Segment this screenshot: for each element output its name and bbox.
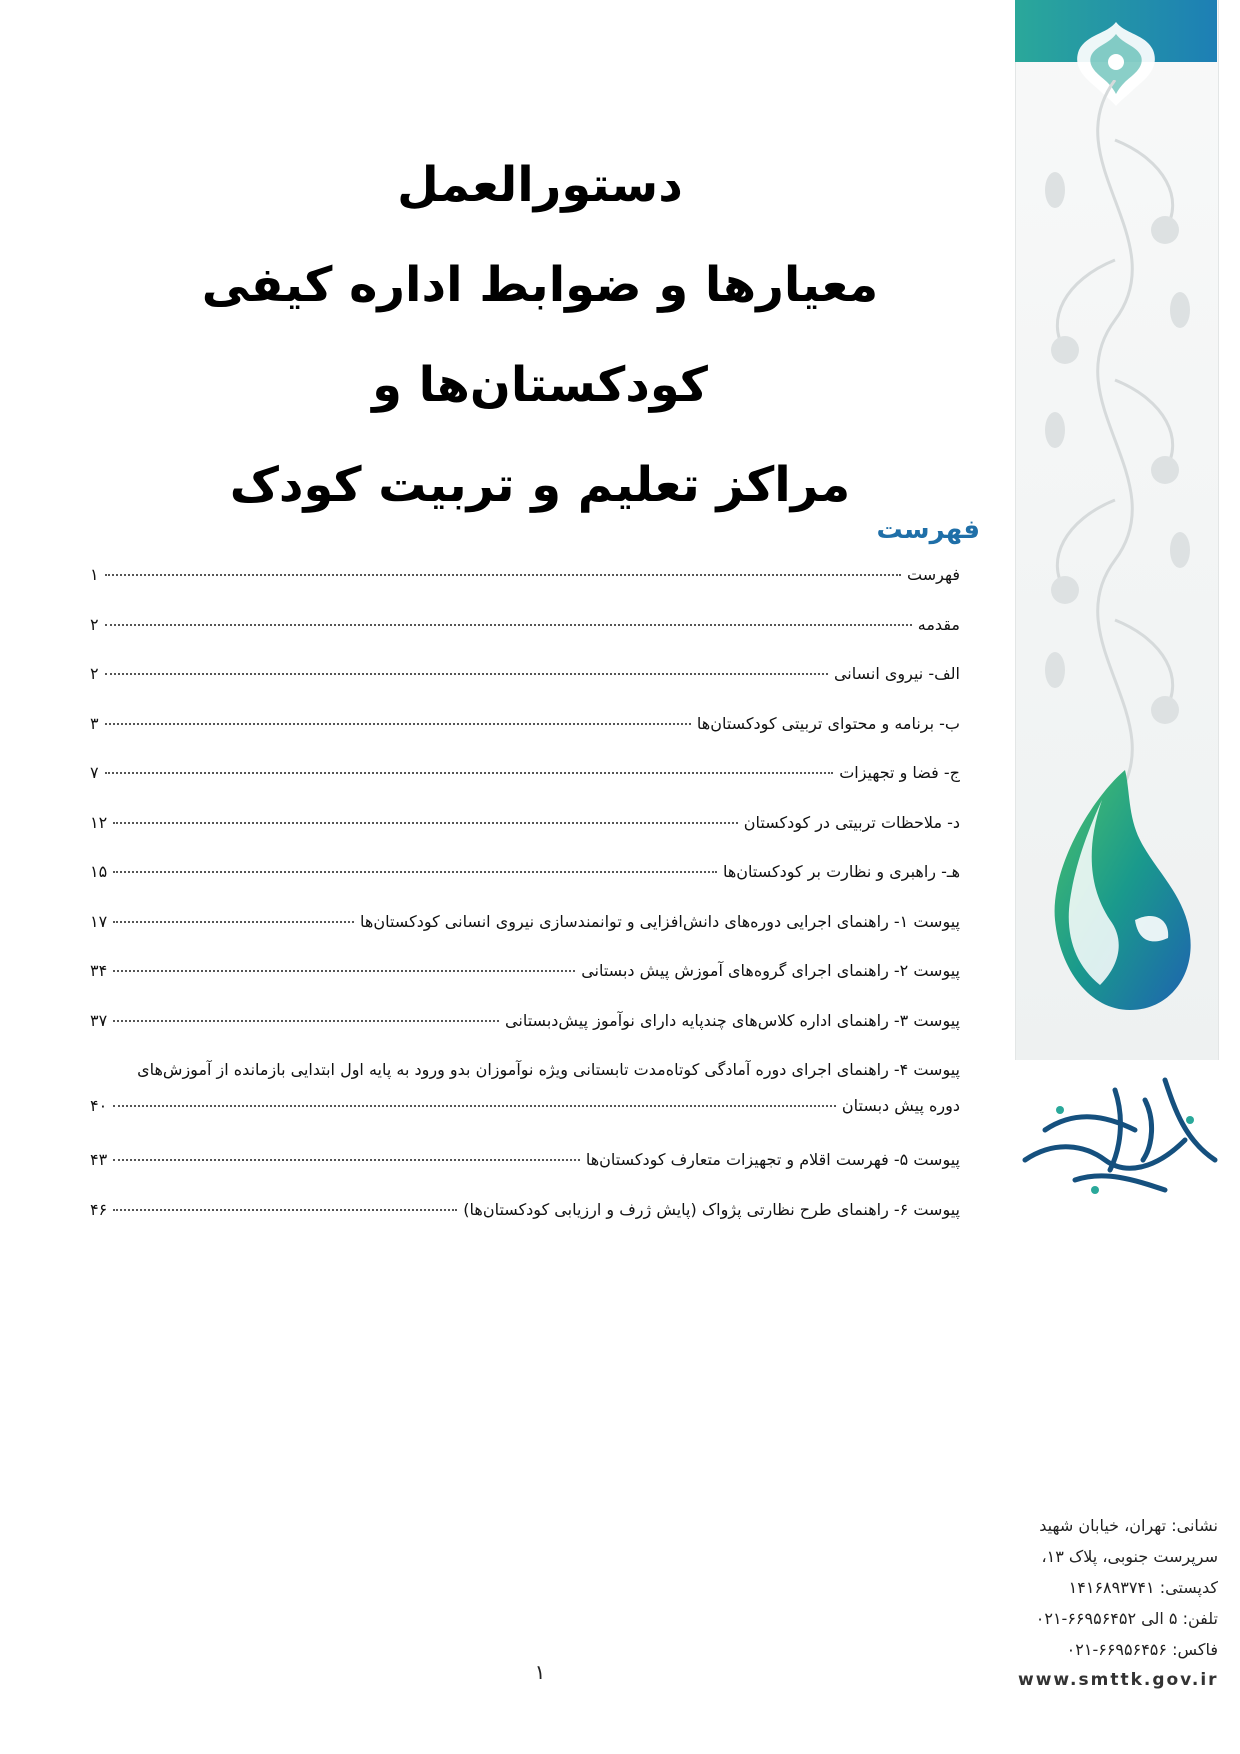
toc-item-label: هـ- راهبری و نظارت بر کودکستان‌ها	[722, 862, 960, 881]
postal-code: کدپستی: ۱۴۱۶۸۹۳۷۴۱	[1068, 1578, 1218, 1597]
dot-leader	[113, 822, 738, 824]
toc-item-label: پیوست ۱- راهنمای اجرایی دوره‌های دانش‌افزایی و توانمندسازی نیروی انسانی کودکستان‌ها	[360, 911, 960, 931]
toc-item-page: ۱	[90, 565, 99, 584]
toc-item-page: ۳۷	[90, 1010, 108, 1030]
fax-number: فاکس: ۶۶۹۵۶۴۵۶-۰۲۱	[1066, 1640, 1218, 1659]
toc-item-page: ۴۰	[90, 1096, 108, 1115]
toc-item[interactable]	[90, 862, 960, 912]
toc-item[interactable]	[90, 565, 960, 615]
toc-heading: فهرست	[876, 515, 980, 545]
dot-leader	[113, 1020, 499, 1022]
dot-leader	[105, 673, 828, 675]
toc-item-page: ۲	[90, 664, 99, 683]
toc-item-page: ۳	[90, 713, 99, 733]
toc-item-page: ۱۵	[90, 862, 108, 881]
toc-item[interactable]	[90, 1150, 960, 1200]
toc-item[interactable]	[90, 1200, 960, 1250]
calligraphy-logo	[1015, 1050, 1225, 1210]
dot-leader	[105, 723, 691, 725]
toc-item-label: پیوست ۳- راهنمای اداره کلاس‌های چندپایه دارای نوآموز پیش‌دبستانی	[505, 1010, 960, 1030]
toc-item-label: پیوست ۶- راهنمای طرح نظارتی پژواک (پایش ژرف و ارزیابی کودکستان‌ها)	[463, 1199, 960, 1219]
toc-item-page: ۲	[90, 614, 99, 634]
toc-item-label: پیوست ۴- راهنمای اجرای دوره آمادگی کوتاه‌مدت تابستانی ویژه نوآموزان بدو ورود به پایه اول ابتدایی بازمانده از آموزش‌های	[137, 1060, 960, 1079]
toc-item[interactable]	[90, 615, 960, 665]
toc-item[interactable]	[90, 912, 960, 962]
toc-item-page: ۱۷	[90, 911, 108, 931]
toc-item[interactable]	[90, 1011, 960, 1061]
title-line-3: مراکز تعلیم و تربیت کودک	[229, 457, 851, 513]
toc-item[interactable]	[90, 1060, 960, 1150]
table-of-contents	[90, 565, 960, 1249]
website-link[interactable]: www.smttk.gov.ir	[1018, 1670, 1219, 1690]
dot-leader	[113, 871, 717, 873]
document-title	[100, 135, 980, 535]
toc-item-label-cont: دوره پیش دبستان	[841, 1096, 960, 1115]
dot-leader	[113, 1209, 457, 1211]
toc-item[interactable]	[90, 813, 960, 863]
toc-item-page: ۷	[90, 763, 99, 782]
toc-item-page: ۳۴	[90, 961, 108, 980]
side-decoration-strip	[1015, 0, 1217, 1330]
toc-item-label: ب- برنامه و محتوای تربیتی کودکستان‌ها	[696, 713, 960, 733]
toc-item[interactable]	[90, 961, 960, 1011]
toc-item[interactable]	[90, 763, 960, 813]
toc-item-label: فهرست	[907, 565, 960, 584]
toc-item-label: پیوست ۵- فهرست اقلام و تجهیزات متعارف کودکستان‌ها	[585, 1150, 960, 1169]
toc-item-page: ۴۳	[90, 1150, 108, 1169]
toc-item-label: د- ملاحظات تربیتی در کودکستان	[743, 812, 960, 832]
contact-address	[1018, 1510, 1218, 1696]
address-line: نشانی: تهران، خیابان شهید	[1039, 1516, 1218, 1535]
toc-item-label: ج- فضا و تجهیزات	[839, 763, 960, 782]
toc-item[interactable]	[90, 664, 960, 714]
toc-item-page: ۱۲	[90, 812, 108, 832]
dot-leader	[105, 772, 834, 774]
page-number: ۱	[534, 1660, 546, 1684]
drop-emblem-icon	[1030, 770, 1200, 1030]
address-line: سرپرست جنوبی، پلاک ۱۳،	[1041, 1547, 1218, 1566]
toc-item[interactable]	[90, 714, 960, 764]
phone-number: تلفن: ۵ الی ۶۶۹۵۶۴۵۲-۰۲۱	[1035, 1609, 1218, 1628]
toc-item-label: مقدمه	[917, 614, 960, 634]
dot-leader	[113, 1105, 836, 1107]
toc-item-label: الف- نیروی انسانی	[833, 664, 960, 683]
toc-item-continuation	[90, 1096, 960, 1150]
dot-leader	[113, 1159, 580, 1161]
title-line-1: دستورالعمل	[397, 157, 683, 213]
dot-leader	[113, 921, 354, 923]
dot-leader	[105, 574, 901, 576]
toc-item-page: ۴۶	[90, 1199, 108, 1219]
title-line-2: معیارها و ضوابط اداره کیفی کودکستان‌ها و	[201, 257, 879, 413]
dot-leader	[105, 624, 912, 626]
dot-leader	[113, 970, 575, 972]
toc-item-label: پیوست ۲- راهنمای اجرای گروه‌های آموزش پیش دبستانی	[581, 961, 960, 980]
